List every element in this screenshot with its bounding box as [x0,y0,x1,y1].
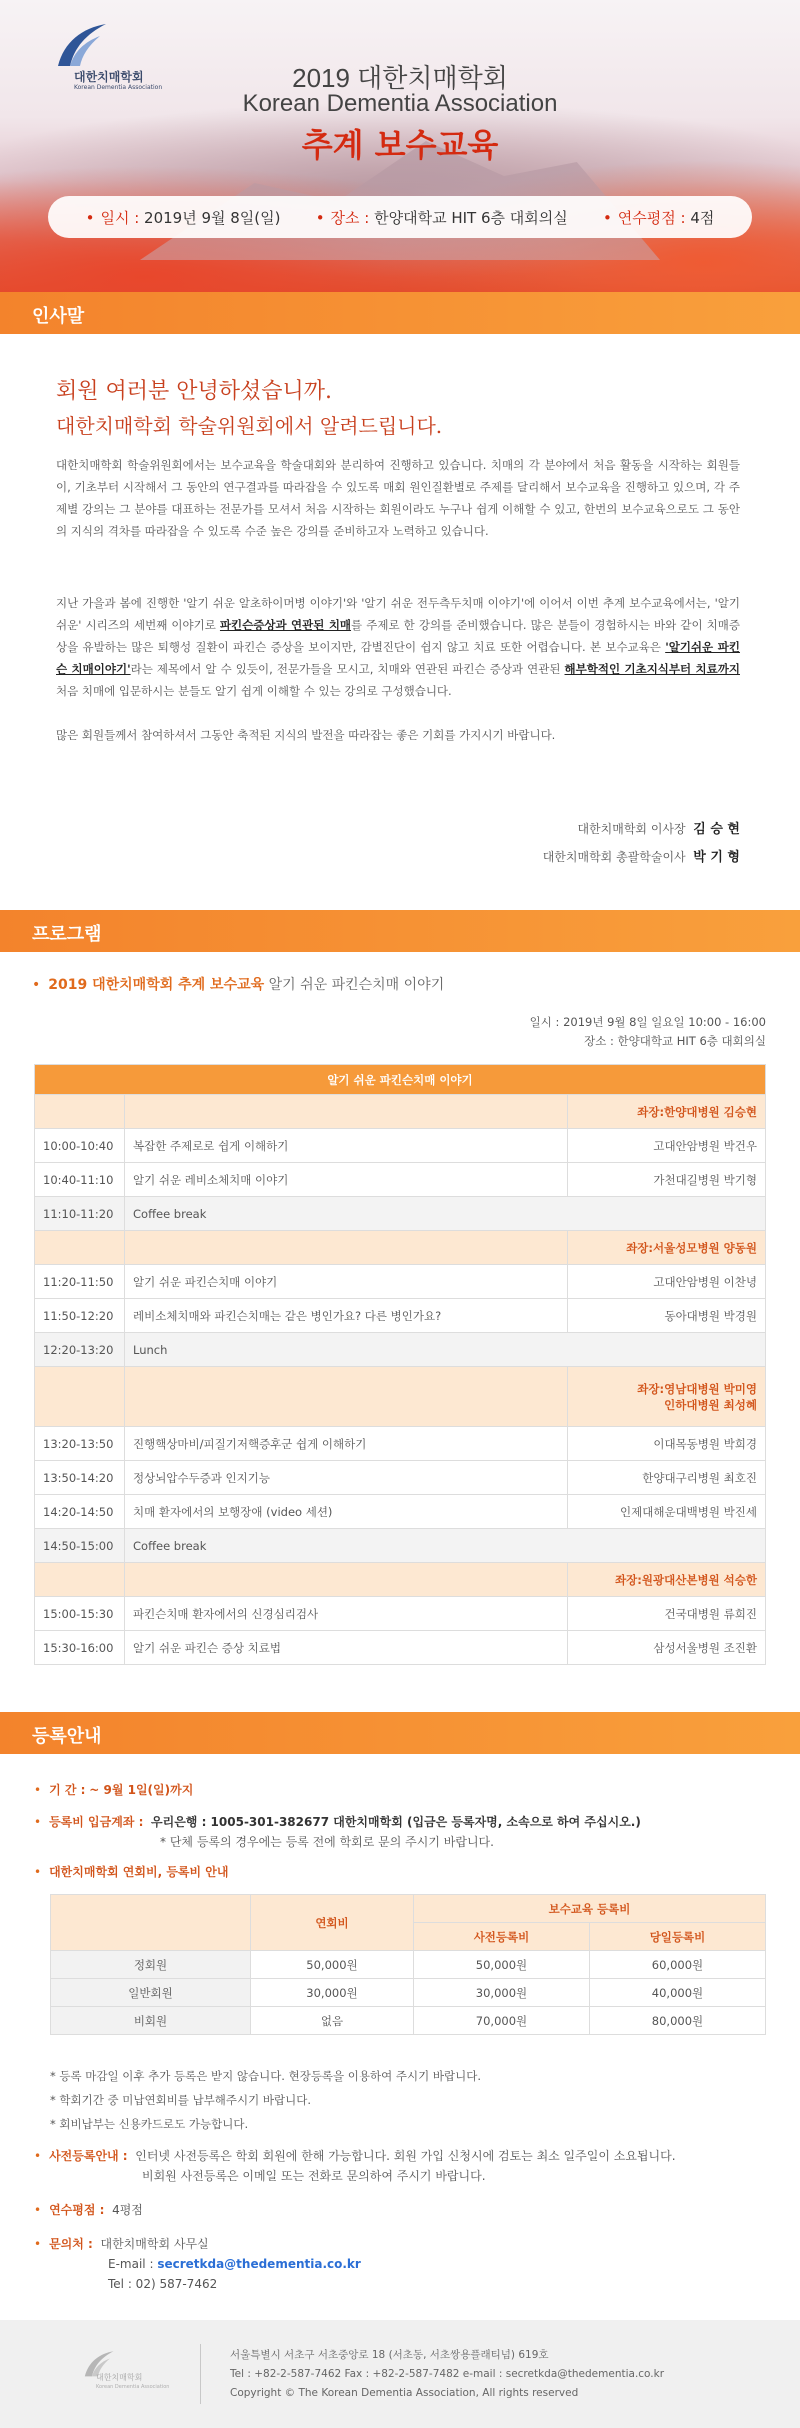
program-table-title: 알기 쉬운 파킨슨치매 이야기 [35,1065,766,1095]
logo-text-en: Korean Dementia Association [74,84,163,91]
session-time: 11:20-11:50 [35,1265,125,1299]
session-row [35,1129,766,1163]
session-row [35,1427,766,1461]
footer [0,2320,800,2428]
break-row: 12:20-13:20 Lunch [35,1333,766,1367]
info-credit-key: 연수평점 [617,208,676,227]
session-time: 10:00-10:40 [35,1129,125,1163]
program-date: 일시 : 2019년 9월 8일 일요일 10:00 - 16:00 [529,1015,766,1029]
contact-email-link[interactable]: secretkda@thedementia.co.kr [157,2257,361,2271]
section-title-program: 프로그램 [32,924,102,945]
session-speaker: 가천대길병원 박기형 [568,1163,766,1197]
highlight-topic: 파킨슨증상과 연관된 치매 [219,618,352,632]
break-row: 11:10-11:20 Coffee break [35,1197,766,1231]
chair-label: 좌장:한양대병원 김승현 [568,1095,766,1129]
logo-text-ko: 대한치매학회 [74,70,144,84]
section-bar-greeting [0,292,800,334]
chair-row [35,1095,766,1129]
session-row [35,1163,766,1197]
reg-credit: • 연수평점 : 4평점 [34,2203,143,2217]
chair-label: 좌장:영남대병원 박미영 인하대병원 최성혜 [568,1367,766,1427]
info-date-key: 일시 [100,208,130,227]
bullet-icon: • [34,2149,42,2163]
session-title: 치매 환자에서의 보행장애 (video 세션) [125,1495,568,1529]
signature-director: 대한치매학회 총괄학술이사 박 기 형 [542,850,740,865]
footer-logo-en: Korean Dementia Association [96,2384,170,2390]
info-place-value: 한양대학교 HIT 6층 대회의실 [374,208,568,227]
event-title: 추계 보수교육 [301,126,499,164]
session-speaker: 동아대병원 박경원 [568,1299,766,1333]
chair-label: 좌장:서울성모병원 양동원 [568,1231,766,1265]
break-row: 14:50-15:00 Coffee break [35,1529,766,1563]
info-place-key: 장소 [330,208,360,227]
fee-header-group: 보수교육 등록비 [413,1895,765,1923]
session-time: 11:50-12:20 [35,1299,125,1333]
section-title-registration: 등록안내 [32,1726,102,1747]
session-row [35,1631,766,1665]
session-speaker: 삼성서울병원 조진환 [568,1631,766,1665]
reg-pre-registration: • 사전등록안내 : 인터넷 사전등록은 학회 회원에 한해 가능합니다. 회원 가입 신청시에 검토는 최소 일주일이 소요됩니다. [34,2149,676,2163]
bullet-icon: • [34,1815,42,1829]
program-meta [530,1013,766,1051]
chair-row [35,1367,766,1427]
bullet-icon: • [602,208,612,227]
footer-contact: Tel : +82-2-587-7462 Fax : +82-2-587-7482 e-mail : secretkda@thedementia.co.kr [230,2368,665,2380]
bullet-icon: • [34,1865,42,1879]
signature-chairman: 대한치매학회 이사장 김 승 현 [577,822,740,837]
info-credit-value: 4점 [690,208,715,227]
chair-label: 좌장:원광대산본병원 석승한 [568,1563,766,1597]
session-title: 파킨슨치매 환자에서의 신경심리검사 [125,1597,568,1631]
session-title: 알기 쉬운 레비소체치매 이야기 [125,1163,568,1197]
fee-table [50,1894,766,2035]
session-row [35,1495,766,1529]
session-time: 13:20-13:50 [35,1427,125,1461]
greeting-paragraph-3: 많은 회원들께서 참여하셔서 그동안 축적된 지식의 발전을 따라잡는 좋은 기회를 가지시기 바랍니다. [56,728,556,742]
event-info-bar [48,196,752,238]
session-title: 알기 쉬운 파킨슨치매 이야기 [125,1265,568,1299]
reg-pre-registration-2: 비회원 사전등록은 이메일 또는 전화로 문의하여 주시기 바랍니다. [142,2169,486,2183]
reg-account: • 등록비 입금계좌 : 우리은행 : 1005-301-382677 대한치매학회 (입금은 등록자명, 소속으로 하여 주십시오.) [34,1815,641,1829]
session-speaker: 고대안암병원 박건우 [568,1129,766,1163]
session-title: 알기 쉬운 파킨슨 증상 치료법 [125,1631,568,1665]
info-place: • 장소 : 한양대학교 HIT 6층 대회의실 [315,208,568,227]
fee-header-pre: 사전등록비 [413,1923,589,1951]
greeting-headline-1: 회원 여러분 안녕하셨습니까. [56,379,333,404]
session-speaker: 인제대해운대백병원 박진세 [568,1495,766,1529]
section-bar-registration [0,1712,800,1754]
session-title: 정상뇌압수두증과 인지기능 [125,1461,568,1495]
session-speaker: 이대목동병원 박희경 [568,1427,766,1461]
reg-contact-email: E-mail : secretkda@thedementia.co.kr [108,2257,361,2271]
section-bar-program [0,910,800,952]
session-title: 진행핵상마비/피질기저핵증후군 쉽게 이해하기 [125,1427,568,1461]
session-title: 복잡한 주제로로 쉽게 이해하기 [125,1129,568,1163]
fee-row: 일반회원 30,000원 30,000원 40,000원 [51,1979,766,2007]
bullet-icon: • [85,208,95,227]
fee-note-2: * 학회기간 중 미납연회비를 납부해주시기 바랍니다. [50,2093,311,2107]
highlight-scope: 해부학적인 기초지식부터 치료까지 [564,662,740,676]
session-title: 레비소체치매와 파킨슨치매는 같은 병인가요? 다른 병인가요? [125,1299,568,1333]
highlight-title: '알기쉬운 파킨슨 치매이야기' [56,640,740,676]
bullet-icon: • [34,2237,42,2251]
reg-contact-tel: Tel : 02) 587-7462 [108,2277,218,2291]
session-row [35,1265,766,1299]
section-title-greeting: 인사말 [32,306,85,327]
info-credit: • 연수평점 : 4점 [602,208,715,227]
session-speaker: 건국대병원 류희진 [568,1597,766,1631]
reg-period: • 기 간 : ~ 9월 1일(일)까지 [34,1783,194,1797]
session-row [35,1597,766,1631]
fee-table-heading: • 대한치매학회 연회비, 등록비 안내 [34,1865,229,1879]
fee-header-annual: 연회비 [251,1895,414,1951]
fee-header-onsite: 당일등록비 [589,1923,765,1951]
program-table [34,1064,766,1665]
session-row [35,1299,766,1333]
fee-note-1: * 등록 마감일 이후 추가 등록은 받지 않습니다. 현장등록을 이용하여 주시기 바랍니다. [50,2069,481,2083]
footer-info [230,2346,664,2403]
footer-divider [200,2344,201,2404]
session-time: 10:40-11:10 [35,1163,125,1197]
chair-row [35,1231,766,1265]
program-place: 장소 : 한양대학교 HIT 6층 대회의실 [584,1034,766,1048]
footer-address: 서울특별시 서초구 서초중앙로 18 (서초동, 서초쌍용플래티넘) 619호 [230,2349,549,2361]
session-speaker: 한양대구리병원 최호진 [568,1461,766,1495]
reg-contact: • 문의처 : 대한치매학회 사무실 [34,2237,209,2251]
bullet-icon: • [32,977,41,993]
info-date-value: 2019년 9월 8일(일) [144,208,281,227]
footer-logo-ko: 대한치매학회 [96,2373,143,2382]
footer-copyright: Copyright © The Korean Dementia Association, All rights reserved [230,2387,579,2399]
session-speaker: 고대안암병원 이찬녕 [568,1265,766,1299]
footer-logo [80,2350,170,2400]
bullet-icon: • [34,2203,42,2217]
event-year-title: 2019 대한치매학회 [292,63,508,93]
header-banner [0,0,800,292]
greeting-headline-2: 대한치매학회 학술위원회에서 알려드립니다. [56,414,443,438]
fee-row: 정회원 50,000원 50,000원 60,000원 [51,1951,766,1979]
reg-account-note: * 단체 등록의 경우에는 등록 전에 학회로 문의 주시기 바랍니다. [160,1835,494,1849]
association-name: Korean Dementia Association [242,90,558,117]
chair-row [35,1563,766,1597]
session-time: 15:30-16:00 [35,1631,125,1665]
greeting-paragraph-1: 대한치매학회 학술위원회에서는 보수교육을 학술대회와 분리하여 진행하고 있습니다. 치매의 각 분야에서 처음 활동을 시작하는 회원들이, 기초부터 시작해서 그 동안의 연구결과를 따라잡을 수 있도록 매회 원인질환별로 주제를 달리해서 보수교육을 진행하고 있으며, 각 주제별 강의는 그 분야를 대표하는 전문가를 모셔서 처음 시작하는 회원이라도 누구나 쉽게 이해할 수 있고, 한번의 보수교육으로도 그 동안의 지식의 격차를 따라잡을 수 있도록 수준 높은 강의를 준비하고자 노력하고 있습니다. [56,458,740,538]
session-row [35,1461,766,1495]
fee-header-blank [51,1895,251,1951]
session-time: 15:00-15:30 [35,1597,125,1631]
fee-row: 비회원 없음 70,000원 80,000원 [51,2007,766,2035]
greeting-paragraph-2: 지난 가을과 봄에 진행한 '알기 쉬운 알초하이머병 이야기'와 '알기 쉬운 전두측두치매 이야기'에 이어서 이번 추계 보수교육에서는, '알기 쉬운' 시리즈의 세번째 이야기로 파킨슨증상과 연관된 치매를 주제로 한 강의를 준비했습니다. 많은 분들이 경험하시는 바와 같이 치매증상을 유발하는 많은 퇴행성 질환이 파킨슨 증상을 보이지만, 감별진단이 쉽지 않고 치료 또한 어렵습니다. 본 보수교육은 '알기쉬운 파킨슨 치매이야기'라는 제목에서 알 수 있듯이, 전문가들을 모시고, 치매와 연관된 파킨슨 증상과 연관된 해부학적인 기초지식부터 치료까지 처음 치매에 입문하시는 분들도 알기 쉽게 이해할 수 있는 강의로 구성했습니다. [56,596,740,698]
bullet-icon: • [315,208,325,227]
info-date: • 일시 : 2019년 9월 8일(일) [85,208,281,227]
bullet-icon: • [34,1783,42,1797]
program-heading: • 2019 대한치매학회 추계 보수교육 알기 쉬운 파킨슨치매 이야기 [32,977,445,993]
session-time: 14:20-14:50 [35,1495,125,1529]
fee-note-3: * 회비납부는 신용카드로도 가능합니다. [50,2117,249,2131]
session-time: 13:50-14:20 [35,1461,125,1495]
